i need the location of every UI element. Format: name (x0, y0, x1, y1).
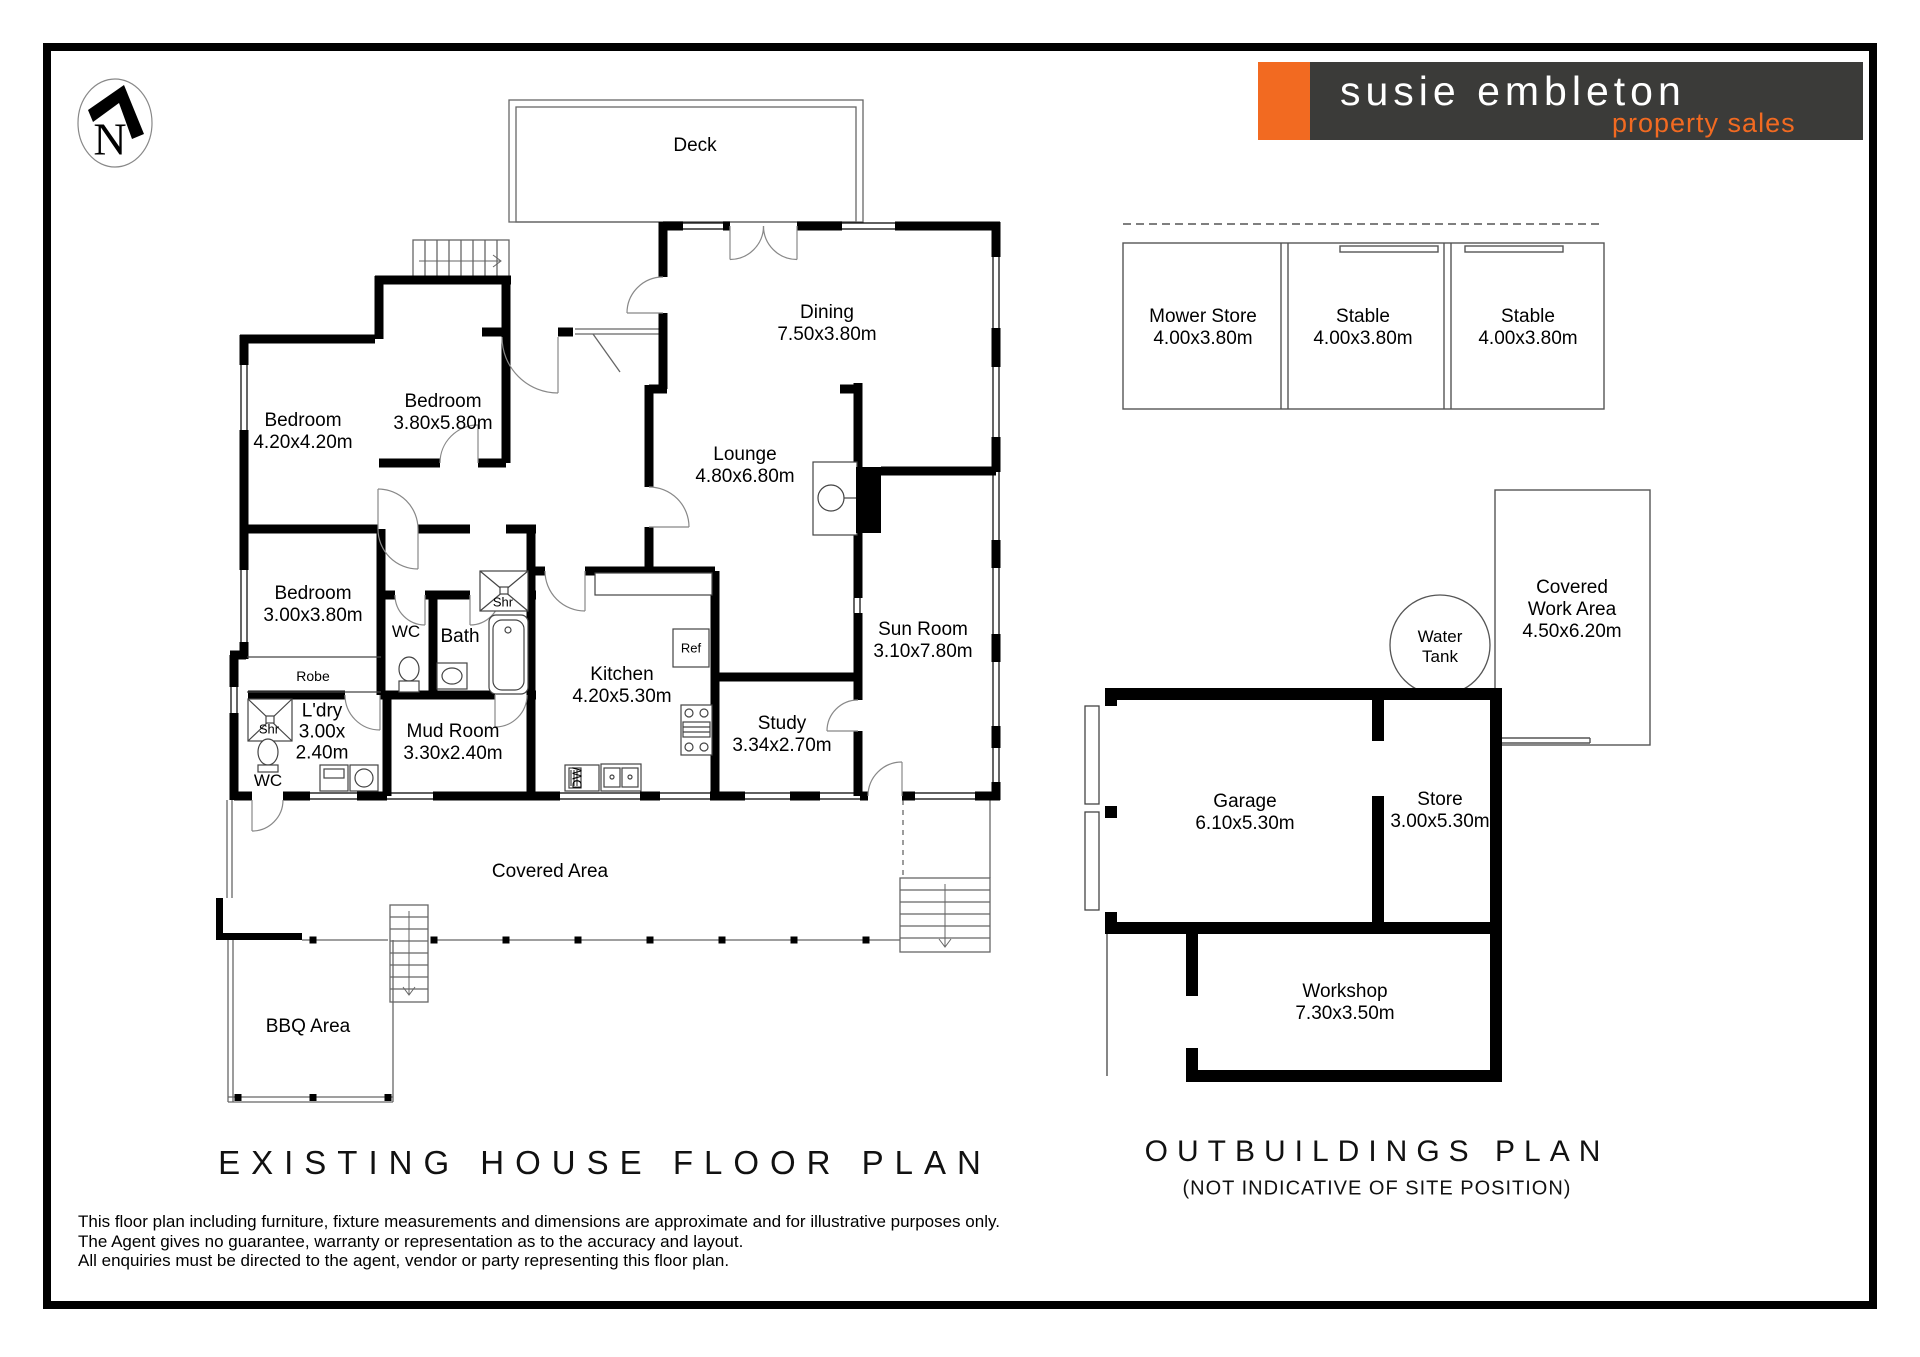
label-garage: Garage 6.10x5.30m (1195, 791, 1295, 834)
label-water-tank: Water Tank (1417, 627, 1463, 666)
label-stable-2: Stable 4.00x3.80m (1478, 306, 1578, 349)
room-label-lounge: Lounge 4.80x6.80m (695, 444, 795, 487)
disclaimer-text (78, 1212, 1000, 1271)
label-store: Store 3.00x5.30m (1390, 789, 1490, 832)
logo-brand-name: susie embleton (1340, 68, 1686, 114)
room-label-bedroom2: Bedroom 3.80x5.80m (393, 391, 493, 434)
disclaimer-line-1: This floor plan including furniture, fixture measurements and dimensions are approximate and for illustrative purposes only. (78, 1212, 1000, 1231)
outbuildings-subtitle: (NOT INDICATIVE OF SITE POSITION) (1182, 1177, 1572, 1200)
label-fridge: Ref (680, 640, 702, 656)
disclaimer-line-3: All enquiries must be directed to the agent, vendor or party representing this floor plan. (78, 1251, 730, 1270)
room-label-bath: Bath (440, 626, 480, 647)
room-label-bedroom1: Bedroom 4.20x4.20m (253, 410, 353, 453)
label-covered-work-area: Covered Work Area 4.50x6.20m (1522, 577, 1622, 642)
room-label-kitchen: Kitchen 4.20x5.30m (572, 664, 672, 707)
room-label-sunroom: Sun Room 3.10x7.80m (873, 619, 973, 662)
room-label-laundry: L'dry 3.00x 2.40m (295, 700, 349, 764)
garage-doors (1085, 706, 1107, 1076)
room-label-dining: Dining 7.50x3.80m (777, 302, 877, 345)
room-label-covered-area: Covered Area (491, 861, 609, 882)
disclaimer-line-2: The Agent gives no guarantee, warranty or representation as to the accuracy and layout. (78, 1231, 744, 1251)
room-label-bedroom3: Bedroom 3.00x3.80m (263, 583, 363, 626)
room-label-bbq-area: BBQ Area (265, 1016, 351, 1037)
room-label-robe: Robe (296, 668, 330, 684)
outbuildings-title: OUTBUILDINGS PLAN (1144, 1135, 1610, 1168)
room-label-mudroom: Mud Room 3.30x2.40m (403, 721, 503, 764)
label-mower-store: Mower Store 4.00x3.80m (1149, 306, 1257, 349)
deck-outline (413, 100, 863, 282)
covered-area-posts (216, 898, 870, 1101)
label-shower-laundry: Shr (258, 721, 280, 737)
label-workshop: Workshop 7.30x3.50m (1295, 981, 1395, 1024)
label-shower-bath: Shr (492, 594, 514, 610)
room-label-wc-laundry: WC (253, 771, 283, 790)
room-label-study: Study 3.34x2.70m (732, 713, 832, 756)
label-stable-1: Stable 4.00x3.80m (1313, 306, 1413, 349)
logo-accent-square (1258, 62, 1310, 140)
logo-tagline: property sales (1612, 108, 1796, 138)
north-letter: N (93, 113, 127, 165)
house-plan-title: EXISTING HOUSE FLOOR PLAN (218, 1144, 992, 1181)
label-dishwasher: DW (569, 767, 585, 789)
room-label-wc-hall: WC (391, 622, 421, 641)
room-label-deck: Deck (673, 135, 717, 156)
